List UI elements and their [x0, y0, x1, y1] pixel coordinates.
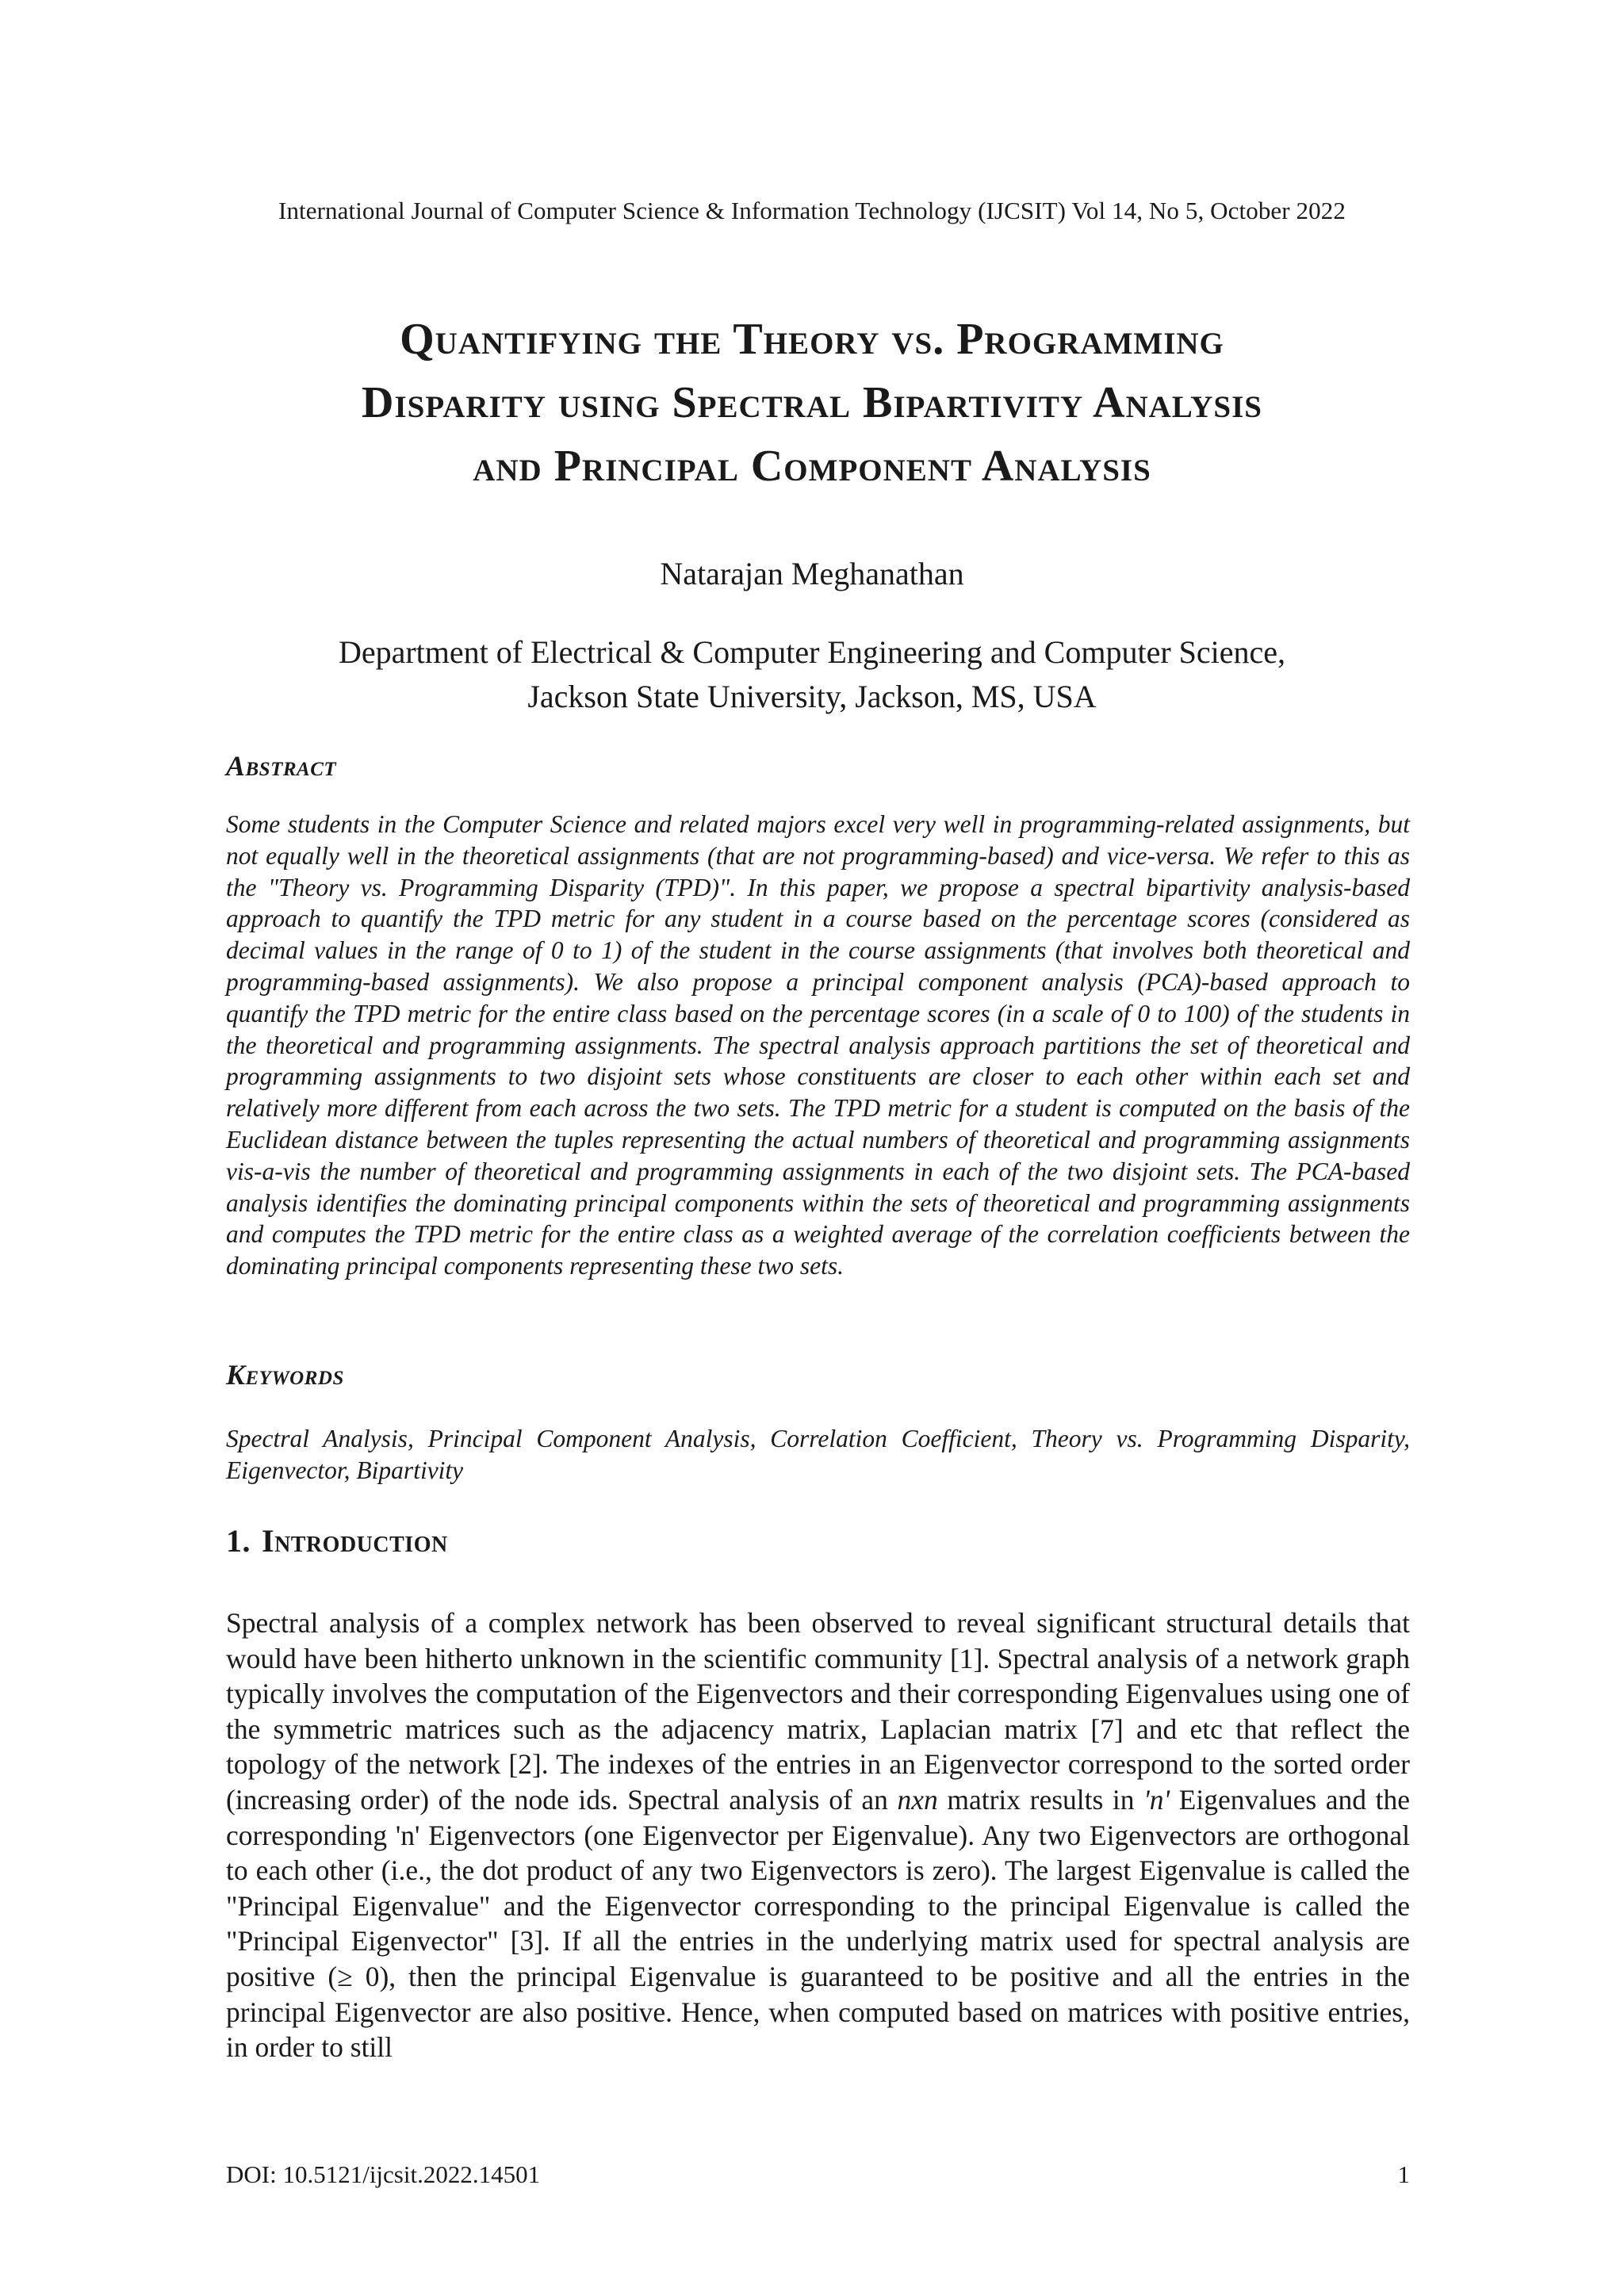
intro-italic-nxn: nxn — [897, 1783, 938, 1816]
running-head: International Journal of Computer Science & Information Technology (IJCSIT) Vol 14, No 5, October 2022 — [278, 197, 1346, 224]
author-name: Natarajan Meghanathan — [660, 556, 964, 591]
intro-text-part-3: Eigenvalues and the corresponding 'n' Eigenvectors (one Eigenvector per Eigenvalue). Any two Eigenvectors are orthogonal to each other (i.e., the dot product of any two Eigenvectors is zero). The largest Eigenvalue is called the "Principal Eigenvalue" and the Eigenvector corresponding to the principal Eigenvalue is called the "Principal Eigenvector" [3]. If all the entries in the underlying matrix used for spectral analysis are positive (≥ 0), then the principal Eigenvalue is guaranteed to be positive and all the entries in the principal Eigenvector are also positive. Hence, when computed based on matrices with positive entries, in order to still — [226, 1783, 1411, 2064]
affiliation-line-1: Department of Electrical & Computer Engineering and Computer Science, — [338, 634, 1286, 670]
author-affiliation — [238, 630, 1386, 719]
affiliation-line-2: Jackson State University, Jackson, MS, USA — [527, 679, 1097, 714]
section-title: Introduction — [262, 1523, 448, 1559]
section-number: 1. — [226, 1523, 251, 1559]
introduction-body — [226, 1605, 1410, 2065]
paper-title — [198, 308, 1426, 498]
introduction-heading — [226, 1522, 448, 1559]
title-line-2: Disparity using Spectral Bipartivity Analysis — [362, 378, 1262, 427]
abstract-body: Some students in the Computer Science and related majors excel very well in programming-related assignments, but not equally well in the theoretical assignments (that are not programming-based) and vice-versa. We refer to this as the "Theory vs. Programming Disparity (TPD)". In this paper, we propose a spectral bipartivity analysis-based approach to quantify the TPD metric for any student in a course based on the percentage scores (considered as decimal values in the range of 0 to 1) of the student in the course assignments (that involves both theoretical and programming-based assignments). We also propose a principal component analysis (PCA)-based approach to quantify the TPD metric for the entire class based on the percentage scores (in a scale of 0 to 100) of the students in the theoretical and programming assignments. The spectral analysis approach partitions the set of theoretical and programming assignments to two disjoint sets whose constituents are closer to each other within each set and relatively more different from each across the two sets. The TPD metric for a student is computed on the basis of the Euclidean distance between the tuples representing the actual numbers of theoretical and programming assignments vis-a-vis the number of theoretical and programming assignments in each of the two disjoint sets. The PCA-based analysis identifies the dominating principal components within the sets of theoretical and programming assignments and computes the TPD metric for the entire class as a weighted average of the correlation coefficients between the dominating principal components representing these two sets. — [226, 810, 1410, 1280]
title-line-1: Quantifying the Theory vs. Programming — [400, 315, 1224, 364]
page-number: 1 — [1397, 2160, 1410, 2188]
keywords-body: Spectral Analysis, Principal Component Analysis, Correlation Coefficient, Theory vs. Programming Disparity, Eigenvector, Bipartivity — [226, 1425, 1410, 1484]
intro-italic-n: 'n' — [1143, 1783, 1170, 1816]
intro-text-part-1: Spectral analysis of a complex network has been observed to reveal significant structural details that would have been hitherto unknown in the scientific community [1]. Spectral analysis of a network graph typically involves the computation of the Eigenvectors and their corresponding Eigenvalues using one of the symmetric matrices such as the adjacency matrix, Laplacian matrix [7] and etc that reflect the topology of the network [2]. The indexes of the entries in an Eigenvector correspond to the sorted order (increasing order) of the node ids. Spectral analysis of an — [226, 1607, 1410, 1816]
footer-doi: DOI: 10.5121/ijcsit.2022.14501 — [226, 2160, 541, 2188]
intro-text-part-2: matrix results in — [937, 1783, 1144, 1816]
title-line-3: and Principal Component Analysis — [473, 442, 1151, 491]
abstract-heading: Abstract — [226, 750, 337, 782]
keywords-heading: Keywords — [226, 1359, 344, 1391]
